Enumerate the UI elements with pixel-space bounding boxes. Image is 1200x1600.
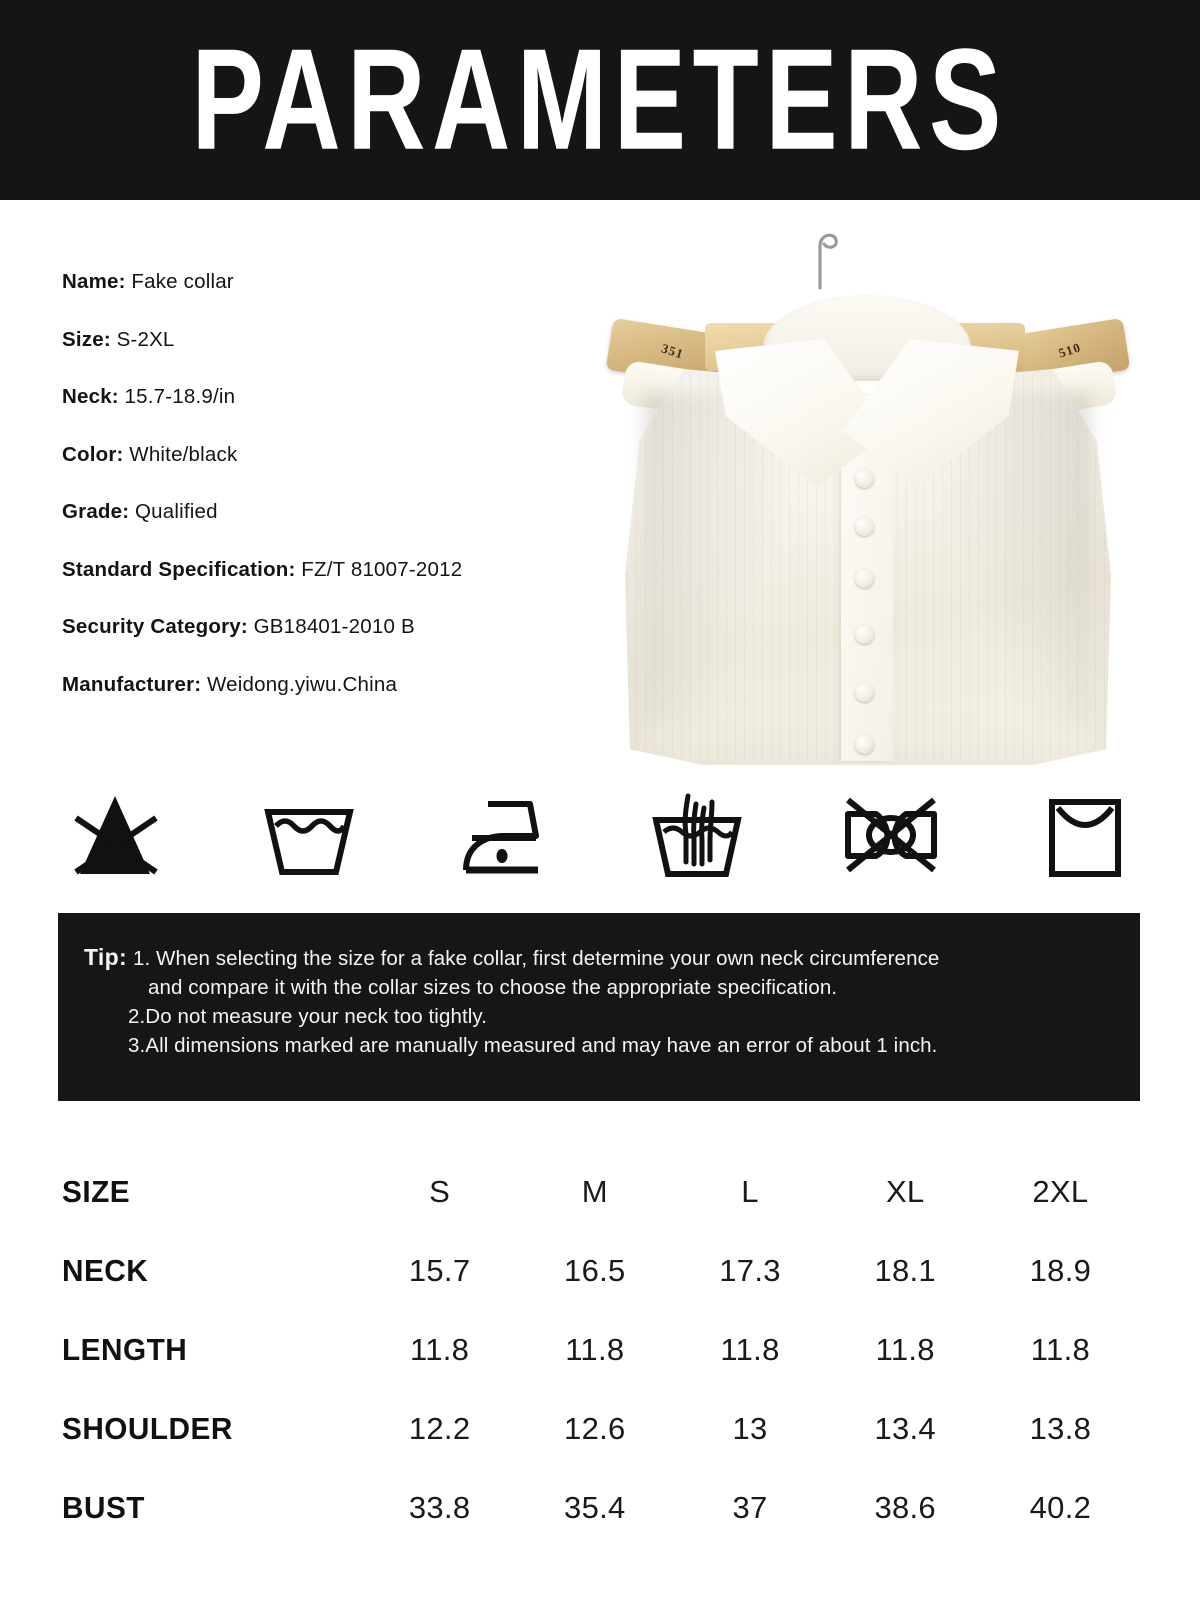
page-title: PARAMETERS	[191, 19, 1009, 181]
tip-line-2: 2.Do not measure your neck too tightly.	[128, 1005, 488, 1028]
product-photo	[585, 215, 1145, 770]
row-label-shoulder: SHOULDER	[62, 1410, 233, 1446]
table-header-cell-m: M	[581, 1173, 608, 1209]
spec-row-color	[62, 442, 582, 466]
cell-shoulder-xl: 13.4	[874, 1410, 936, 1446]
spec-value: FZ/T 81007-2012	[301, 557, 463, 581]
cell-neck-xl: 18.1	[874, 1252, 936, 1288]
tip-box	[58, 913, 1140, 1101]
garment-button	[855, 517, 874, 536]
cell-bust-xl: 38.6	[874, 1489, 936, 1525]
garment-button	[855, 569, 874, 588]
cell-shoulder-l: 13	[732, 1410, 768, 1446]
care-symbols-row	[60, 782, 1140, 886]
table-row	[62, 1231, 1138, 1310]
button-placket	[841, 443, 893, 761]
spec-row-name	[62, 272, 582, 293]
spec-label: Neck:	[62, 385, 119, 408]
cell-shoulder-s: 12.2	[408, 1410, 471, 1446]
spec-label: Grade:	[62, 500, 130, 523]
table-header-label: SIZE	[62, 1173, 131, 1209]
cell-neck-l: 17.3	[719, 1252, 781, 1288]
header-banner	[0, 0, 1200, 200]
table-row	[62, 1468, 1138, 1547]
spec-value: GB18401-2010 B	[253, 615, 415, 638]
table-header-row	[62, 1152, 1138, 1231]
tip-line-1-cont: and compare it with the collar sizes to choose the appropriate specification.	[148, 976, 838, 999]
garment-button	[855, 625, 874, 644]
row-label-neck: NECK	[62, 1252, 149, 1288]
row-label-length: LENGTH	[62, 1331, 188, 1367]
spec-row-manufacturer	[62, 672, 582, 696]
cell-length-s: 11.8	[409, 1331, 470, 1367]
garment-button	[855, 469, 874, 488]
spec-value: White/black	[129, 442, 238, 466]
do-not-bleach-icon	[60, 786, 170, 882]
spec-value: Weidong.yiwu.China	[207, 672, 398, 696]
tip-text-1a: 1. When selecting the size for a fake collar, first determine your own neck circumference	[132, 947, 940, 970]
cell-shoulder-2xl: 13.8	[1029, 1410, 1092, 1446]
garment-button	[855, 683, 874, 702]
table-header-cell-l: L	[741, 1173, 759, 1209]
table-row	[62, 1310, 1138, 1389]
tip-heading: Tip:	[84, 944, 127, 970]
garment-button	[855, 735, 874, 754]
spec-label: Size:	[62, 327, 111, 351]
hand-wash-icon	[642, 786, 752, 882]
row-label-bust: BUST	[62, 1489, 145, 1525]
cell-neck-s: 15.7	[408, 1252, 471, 1288]
tip-line-3: 3.All dimensions marked are manually measured and may have an error of about 1 inch.	[128, 1034, 938, 1057]
hanger-number-right: 510	[1056, 339, 1083, 361]
cell-neck-m: 16.5	[564, 1252, 626, 1288]
spec-row-size	[62, 327, 582, 351]
spec-row-standard-specification	[62, 557, 582, 581]
spec-label: Color:	[62, 442, 124, 466]
dry-flat-icon	[1030, 786, 1140, 882]
table-header-cell-2xl: 2XL	[1032, 1173, 1089, 1209]
table-row	[62, 1389, 1138, 1468]
hanger-number-left: 351	[659, 340, 686, 362]
cell-length-xl: 11.8	[875, 1331, 935, 1367]
cell-bust-s: 33.8	[408, 1489, 471, 1525]
specification-list	[62, 272, 582, 732]
cell-bust-2xl: 40.2	[1029, 1489, 1092, 1525]
tip-line-1	[84, 943, 1114, 973]
cell-neck-2xl: 18.9	[1029, 1252, 1092, 1288]
cell-bust-m: 35.4	[564, 1489, 626, 1525]
spec-label: Name:	[62, 270, 126, 293]
size-chart-table	[62, 1152, 1138, 1547]
cell-length-2xl: 11.8	[1030, 1331, 1091, 1367]
cell-shoulder-m: 12.6	[564, 1410, 626, 1446]
cell-length-m: 11.8	[565, 1331, 625, 1367]
spec-row-security-category	[62, 617, 582, 638]
spec-value: S-2XL	[116, 327, 175, 351]
spec-label: Security Category:	[62, 615, 248, 638]
iron-low-heat-icon	[448, 786, 558, 882]
spec-value: 15.7-18.9/in	[124, 385, 236, 408]
spec-label: Standard Specification:	[62, 557, 296, 581]
spec-value: Fake collar	[131, 270, 234, 293]
spec-label: Manufacturer:	[62, 672, 202, 696]
cell-length-l: 11.8	[720, 1331, 780, 1367]
spec-value: Qualified	[134, 500, 218, 523]
spec-row-neck	[62, 387, 582, 408]
table-header-cell-xl: XL	[885, 1173, 925, 1209]
photo-stage	[585, 215, 1145, 770]
fake-collar-garment	[603, 273, 1131, 765]
do-not-wring-icon	[836, 786, 946, 882]
table-header-cell-s: S	[429, 1173, 451, 1209]
spec-row-grade	[62, 502, 582, 523]
machine-wash-icon	[254, 786, 364, 882]
cell-bust-l: 37	[732, 1489, 768, 1525]
